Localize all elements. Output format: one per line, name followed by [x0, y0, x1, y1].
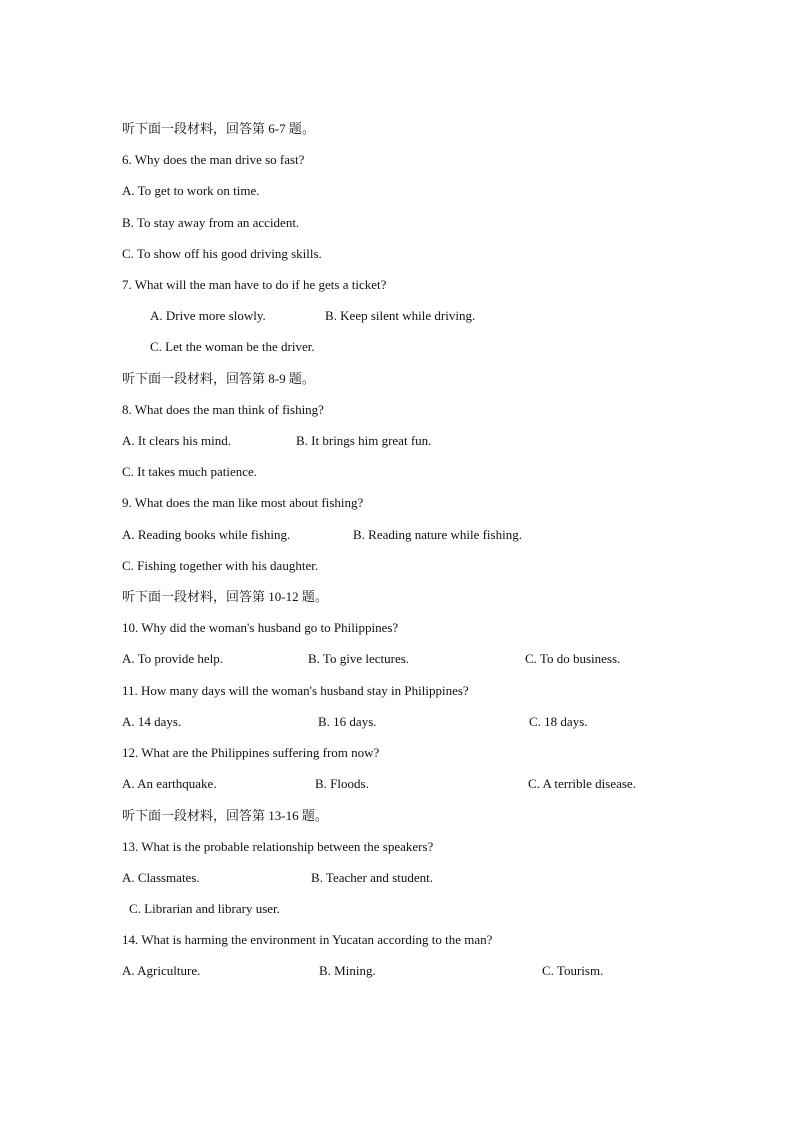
question-11-option-b: B. 16 days.	[318, 714, 377, 729]
question-6-option-b: B. To stay away from an accident.	[122, 215, 300, 230]
question-10-option-c: C. To do business.	[525, 651, 621, 666]
question-12-stem: 12. What are the Philippines suffering from now?	[122, 745, 380, 760]
section-instruction-10-12: 听下面一段材料，回答第 10-12 题。	[122, 589, 328, 604]
question-6-option-c: C. To show off his good driving skills.	[122, 246, 322, 261]
question-10-option-b: B. To give lectures.	[308, 651, 410, 666]
question-10-option-a: A. To provide help.	[122, 651, 224, 666]
question-14-option-a: A. Agriculture.	[122, 963, 201, 978]
question-10-stem: 10. Why did the woman's husband go to Philippines?	[122, 620, 399, 635]
question-12-option-a: A. An earthquake.	[122, 776, 217, 791]
question-9-option-c: C. Fishing together with his daughter.	[122, 558, 319, 573]
question-11-option-a: A. 14 days.	[122, 714, 182, 729]
question-7-option-c: C. Let the woman be the driver.	[150, 339, 315, 354]
question-14-stem: 14. What is harming the environment in Yucatan according to the man?	[122, 932, 493, 947]
question-9-stem: 9. What does the man like most about fishing?	[122, 495, 364, 510]
question-9-option-b: B. Reading nature while fishing.	[353, 527, 522, 542]
section-instruction-8-9: 听下面一段材料，回答第 8-9 题。	[122, 371, 315, 386]
question-8-option-c: C. It takes much patience.	[122, 464, 258, 479]
question-13-option-b: B. Teacher and student.	[311, 870, 433, 885]
question-13-stem: 13. What is the probable relationship between the speakers?	[122, 839, 434, 854]
section-instruction-13-16: 听下面一段材料，回答第 13-16 题。	[122, 808, 328, 823]
question-8-stem: 8. What does the man think of fishing?	[122, 402, 324, 417]
question-7-option-b: B. Keep silent while driving.	[325, 308, 476, 323]
question-6-option-a: A. To get to work on time.	[122, 183, 260, 198]
question-6-stem: 6. Why does the man drive so fast?	[122, 152, 305, 167]
question-13-option-c: C. Librarian and library user.	[129, 901, 280, 916]
question-8-option-a: A. It clears his mind.	[122, 433, 232, 448]
question-8-option-b: B. It brings him great fun.	[296, 433, 432, 448]
question-11-stem: 11. How many days will the woman's husband stay in Philippines?	[122, 683, 469, 698]
section-instruction-6-7: 听下面一段材料，回答第 6-7 题。	[122, 121, 315, 136]
question-14-option-c: C. Tourism.	[542, 963, 604, 978]
question-12-option-b: B. Floods.	[315, 776, 369, 791]
question-9-option-a: A. Reading books while fishing.	[122, 527, 291, 542]
question-7-option-a: A. Drive more slowly.	[150, 308, 266, 323]
question-13-option-a: A. Classmates.	[122, 870, 200, 885]
question-11-option-c: C. 18 days.	[529, 714, 588, 729]
question-12-option-c: C. A terrible disease.	[528, 776, 636, 791]
question-7-stem: 7. What will the man have to do if he gets a ticket?	[122, 277, 387, 292]
question-14-option-b: B. Mining.	[319, 963, 376, 978]
